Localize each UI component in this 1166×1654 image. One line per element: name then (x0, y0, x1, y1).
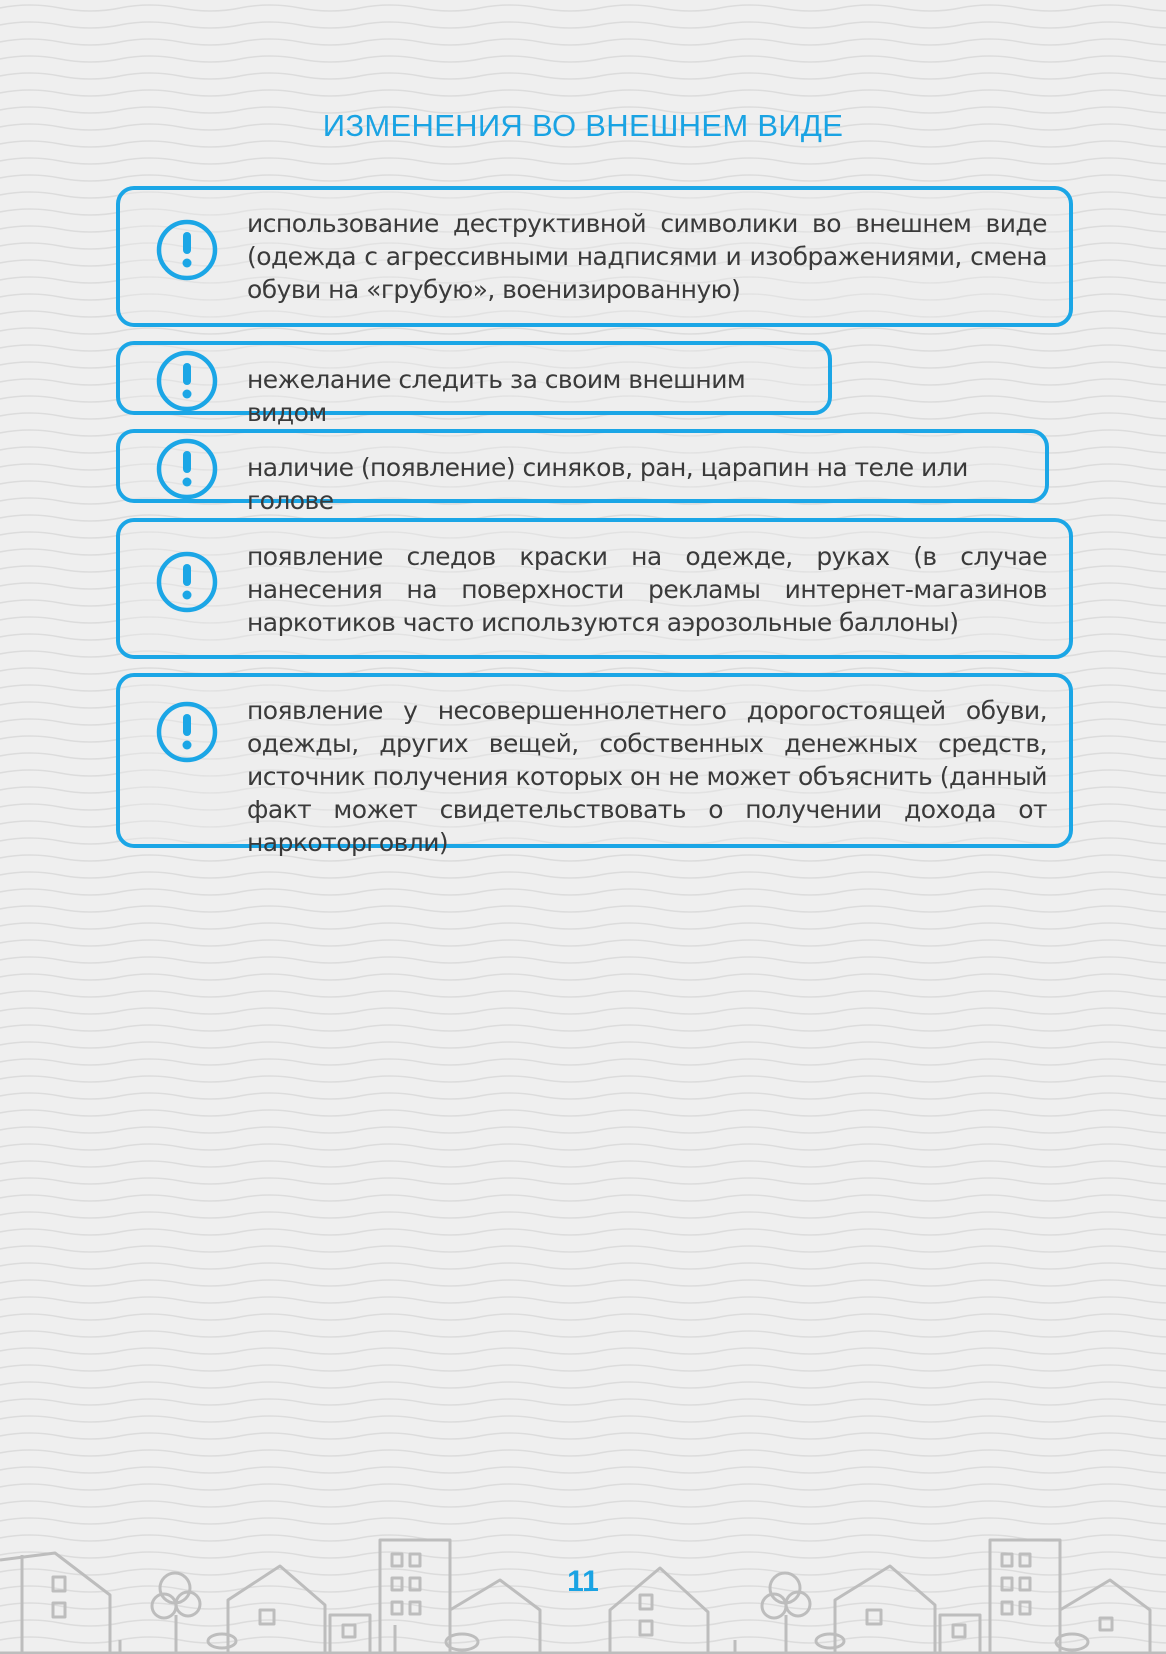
exclamation-circle-icon (156, 701, 218, 763)
list-item (116, 429, 1049, 515)
item-text: появление следов краски на одежде, руках (в случае нанесения на поверхности рекламы интернет-магазинов наркотиков часто используются аэрозольные баллоны) (247, 542, 1047, 637)
list-item (116, 518, 1073, 659)
page-title: ИЗМЕНЕНИЯ ВО ВНЕШНЕМ ВИДЕ (322, 108, 844, 143)
exclamation-circle-icon (156, 350, 218, 412)
exclamation-circle-icon (156, 551, 218, 613)
list-item (116, 673, 1073, 857)
item-text: наличие (появление) синяков, ран, царапин на теле или голове (247, 453, 968, 515)
exclamation-circle-icon (156, 219, 218, 281)
item-text: использование деструктивной символики во внешнем виде (одежда с агрессивными надписями и изображениями, смена обуви на «грубую», военизированную) (247, 209, 1047, 304)
list-item (116, 341, 832, 427)
exclamation-circle-icon (156, 438, 218, 500)
item-text: появление у несовершеннолетнего дорогостоящей обуви, одежды, других вещей, собственных денежных средств, источник получения которых он не может объяснить (данный факт может свидетельствовать о получении дохода от наркоторговли) (247, 696, 1047, 857)
item-text: нежелание следить за своим внешним видом (247, 365, 746, 427)
list-item (116, 186, 1073, 327)
page-number: 11 (567, 1565, 599, 1598)
